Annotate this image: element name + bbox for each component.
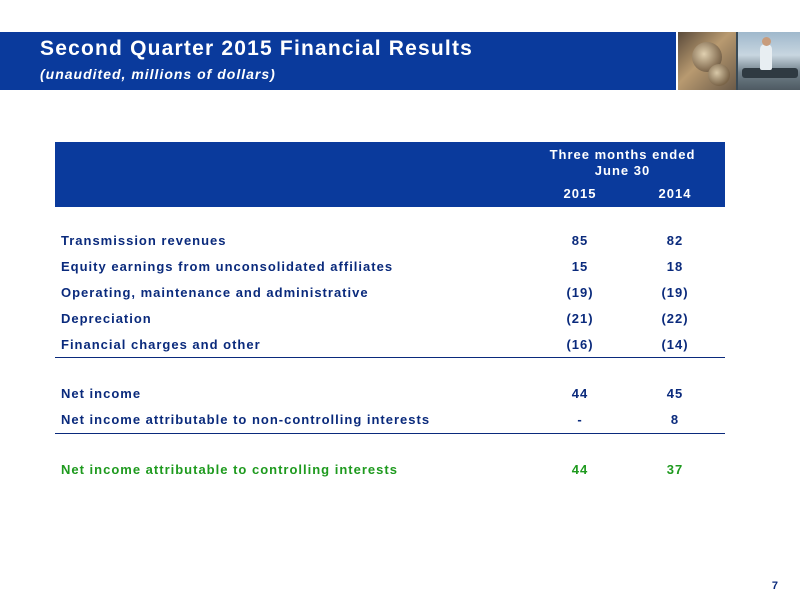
row-label: Operating, maintenance and administrative [61, 285, 369, 300]
table-row [55, 386, 725, 406]
row-label: Financial charges and other [61, 337, 261, 352]
value-2014: 45 [666, 386, 684, 401]
value-2015: - [577, 412, 583, 427]
row-label: Transmission revenues [61, 233, 227, 248]
row-label: Net income attributable to non-controlling interests [61, 412, 431, 427]
value-2015: 44 [571, 386, 589, 401]
value-2014: (22) [661, 311, 689, 326]
table-row [55, 233, 725, 253]
table-header [55, 142, 725, 207]
table-divider [55, 433, 725, 434]
value-2014: 18 [666, 259, 684, 274]
column-group-header [540, 147, 705, 179]
group-header-line2: June 30 [594, 163, 651, 178]
value-2014: (14) [661, 337, 689, 352]
value-2014: (19) [661, 285, 689, 300]
table-row [55, 412, 725, 432]
value-2014: 37 [666, 462, 684, 477]
value-2015: 15 [571, 259, 589, 274]
page-number: 7 [771, 580, 778, 592]
slide-subtitle: (unaudited, millions of dollars) [40, 66, 276, 82]
table-divider [55, 357, 725, 358]
row-label: Depreciation [61, 311, 152, 326]
header-photo [678, 32, 800, 90]
column-header-2015: 2015 [563, 186, 597, 201]
row-label: Net income attributable to controlling interests [61, 462, 398, 477]
row-label: Equity earnings from unconsolidated affiliates [61, 259, 394, 274]
table-row [55, 259, 725, 279]
title-banner [0, 32, 676, 90]
machinery-photo [678, 32, 736, 90]
table-row-total [55, 462, 725, 482]
group-header-line1: Three months ended [549, 147, 696, 162]
value-2015: (19) [566, 285, 594, 300]
value-2015: 44 [571, 462, 589, 477]
slide-title: Second Quarter 2015 Financial Results [40, 37, 474, 60]
row-label: Net income [61, 386, 142, 401]
value-2015: 85 [571, 233, 589, 248]
value-2015: (16) [566, 337, 594, 352]
table-row [55, 337, 725, 357]
value-2014: 82 [666, 233, 684, 248]
value-2014: 8 [670, 412, 680, 427]
table-row [55, 311, 725, 331]
worker-photo [738, 32, 800, 90]
value-2015: (21) [566, 311, 594, 326]
table-row [55, 285, 725, 305]
column-header-2014: 2014 [658, 186, 692, 201]
